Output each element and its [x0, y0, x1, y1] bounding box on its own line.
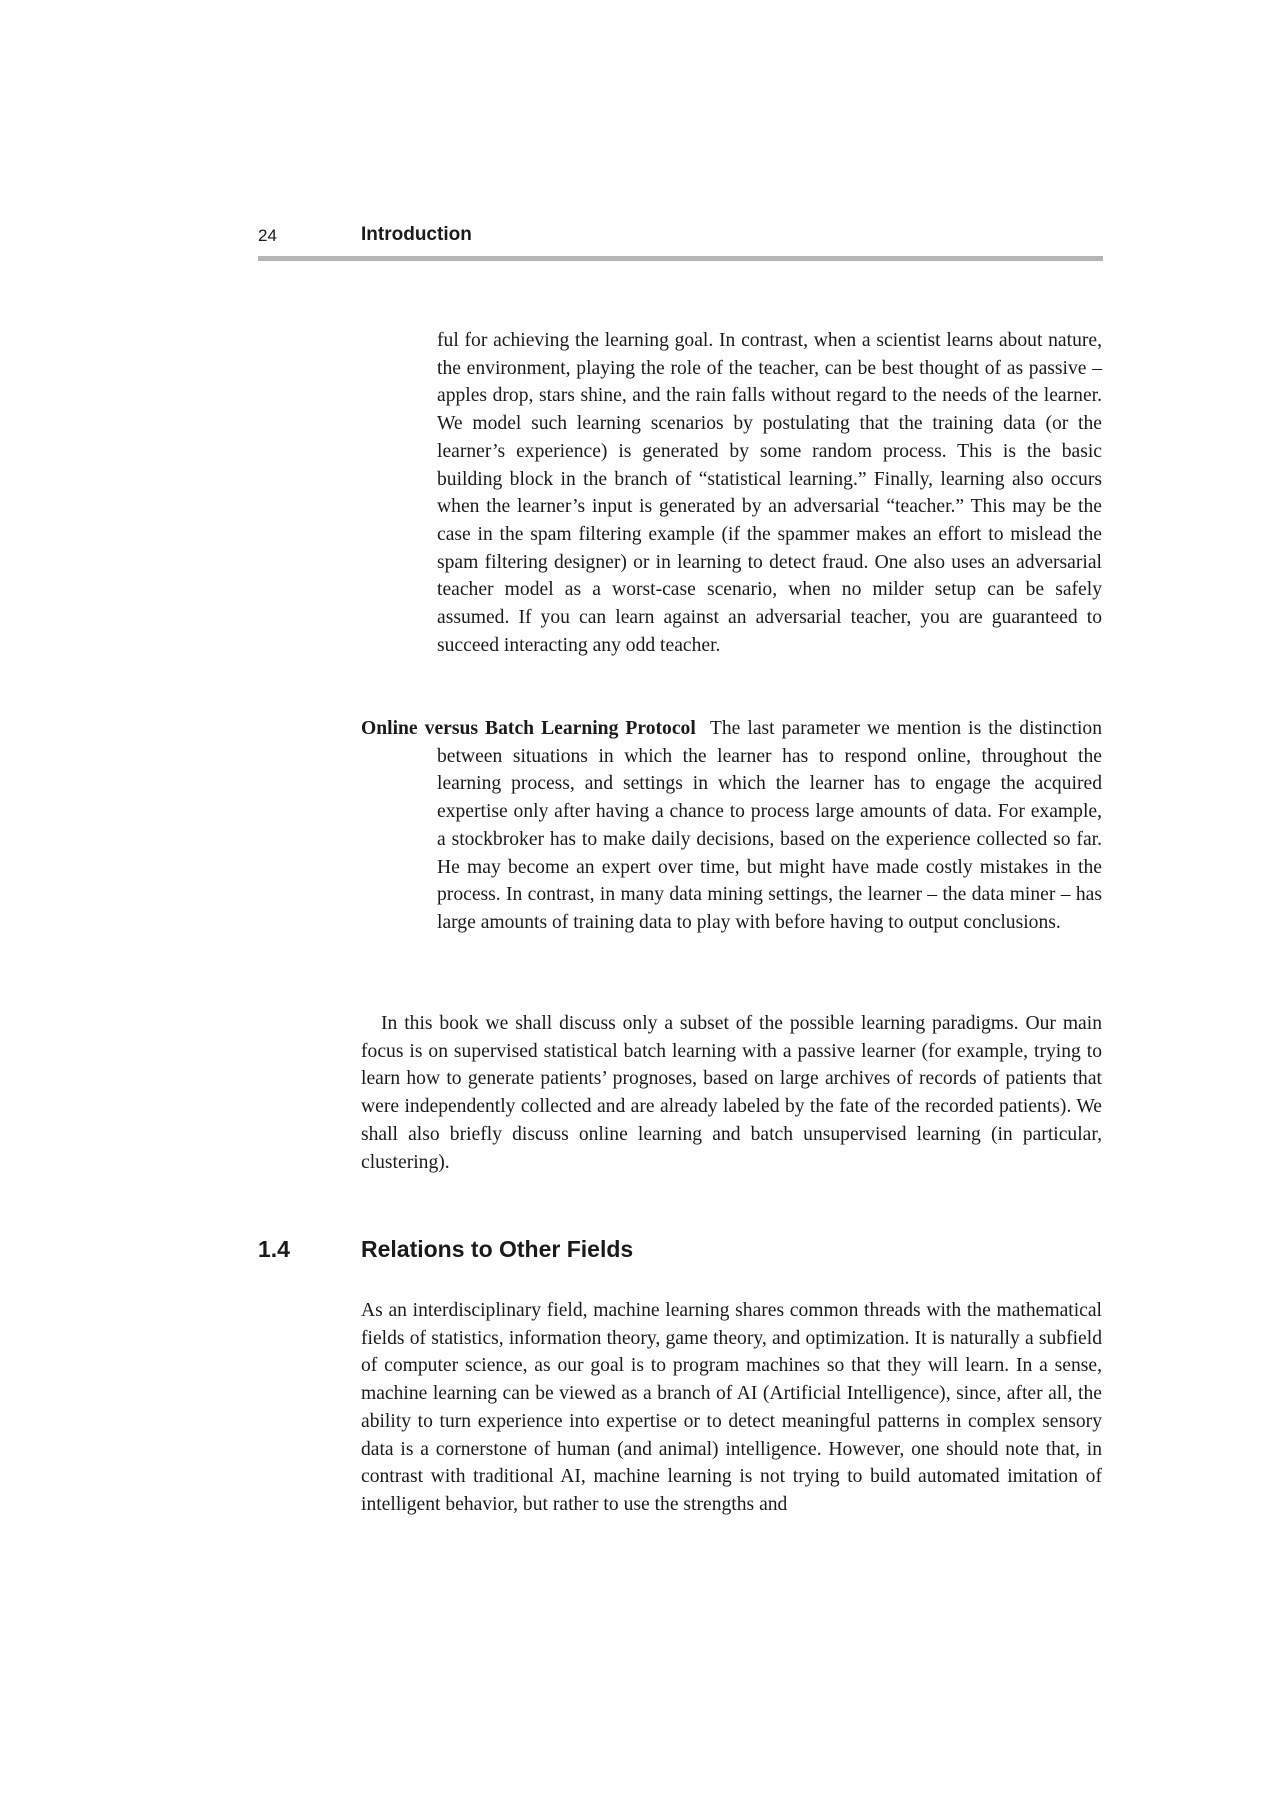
section-number: 1.4: [258, 1236, 290, 1262]
online-batch-list-item: [361, 715, 1102, 937]
running-head: [258, 222, 1103, 262]
online-batch-text: The last parameter we mention is the distinction between situations in which the learner has to respond online, throughout the learning process, and settings in which the learner has to engage the acquired expertise only after having a chance to process large amounts of data. For example, a stockbroker has to make daily decisions, based on the experience collected so far. He may become an expert over time, but might have made costly mistakes in the process. In contrast, in many data mining settings, the learner – the data miner – has large amounts of training data to play with before having to output conclusions.: [437, 718, 1102, 933]
continued-item-text: ful for achieving the learning goal. In contrast, when a scientist learns about nature, the environment, playing the role of the teacher, can be best thought of as passive – apples drop, stars shine, and the rain falls without regard to the needs of the learner. We model such learning scenarios by postulating that the training data (or the learner’s experience) is generated by some random process. This is the basic building block in the branch of “statistical learning.” Finally, learning also occurs when the learner’s input is generated by an adversarial “teacher.” This may be the case in the spam filtering example (if the spammer makes an effort to mislead the spam filtering designer) or in learning to detect fraud. One also uses an adversarial teacher model as a worst-case scenario, when no milder setup can be safely assumed. If you can learn against an adversarial teacher, you are guaranteed to succeed interacting any odd teacher.: [437, 330, 1102, 656]
header-rule: [258, 256, 1103, 261]
page-number: 24: [258, 226, 277, 245]
running-title: Introduction: [361, 224, 472, 245]
section-title: Relations to Other Fields: [361, 1236, 634, 1262]
continued-list-item: [437, 327, 1102, 659]
section-paragraph-text: As an interdisciplinary field, machine learning shares common threads with the mathematical fields of statistics, information theory, game theory, and optimization. It is naturally a subfield of computer science, as our goal is to program machines so that they will learn. In a sense, machine learning can be viewed as a branch of AI (Artificial Intelligence), since, after all, the ability to turn experience into expertise or to detect meaningful patterns in complex sensory data is a cornerstone of human (and animal) intelligence. However, one should note that, in contrast with traditional AI, machine learning is not trying to build automated imitation of intelligent behavior, but rather to use the strengths and: [361, 1300, 1102, 1515]
summary-paragraph: [361, 1010, 1102, 1176]
section-paragraph: [361, 1297, 1102, 1519]
online-batch-term: Online versus Batch Learning Protocol: [361, 718, 696, 739]
online-batch-paragraph: [361, 715, 1102, 937]
summary-paragraph-text: In this book we shall discuss only a subset of the possible learning paradigms. Our main focus is on supervised statistical batch learning with a passive learner (for example, trying to learn how to generate patients’ prognoses, based on large archives of records of patients that were independently collected and are already labeled by the fate of the recorded patients). We shall also briefly discuss online learning and batch unsupervised learning (in particular, clustering).: [361, 1013, 1102, 1173]
